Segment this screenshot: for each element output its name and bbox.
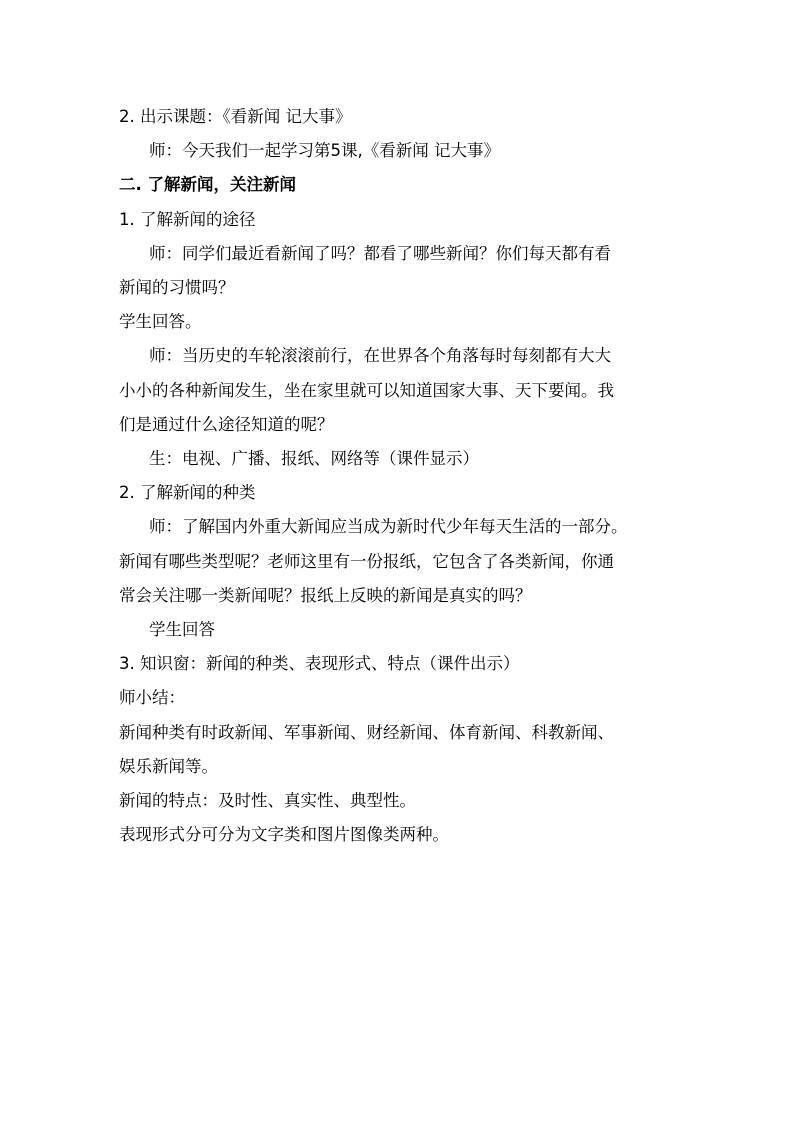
subsection-heading: 1. 了解新闻的途径 <box>119 209 256 229</box>
paragraph-line: 娱乐新闻等。 <box>119 756 218 776</box>
paragraph-line: 师：当历史的车轮滚滚前行，在世界各个角落每时每刻都有大大 <box>149 346 611 366</box>
subtitle-line: 2. 出示课题：《看新闻 记大事》 <box>119 107 352 126</box>
subsection-heading: 2. 了解新闻的种类 <box>119 483 256 503</box>
paragraph-line: 师小结： <box>119 688 185 708</box>
paragraph-line: 表现形式分可分为文字类和图片图像类两种。 <box>119 825 449 845</box>
paragraph-line: 常会关注哪一类新闻呢？报纸上反映的新闻是真实的吗？ <box>119 585 532 605</box>
teacher-line: 师：今天我们一起学习第5课,《看新闻 记大事》 <box>149 141 500 161</box>
subsection-heading: 3. 知识窗：新闻的种类、表现形式、特点（课件出示） <box>119 654 520 674</box>
document-body <box>119 100 679 852</box>
section-heading: 二. 了解新闻，关注新闻 <box>119 175 297 195</box>
paragraph-line: 新闻的习惯吗？ <box>119 278 235 298</box>
paragraph-line: 学生回答。 <box>119 312 202 332</box>
paragraph-line: 生：电视、广播、报纸、网络等（课件显示） <box>149 449 479 469</box>
paragraph-line: 们是通过什么途径知道的呢？ <box>119 414 334 434</box>
paragraph-line: 新闻有哪些类型呢？老师这里有一份报纸，它包含了各类新闻，你通 <box>119 551 614 571</box>
paragraph-line: 师：同学们最近看新闻了吗？都看了哪些新闻？你们每天都有看 <box>149 243 611 263</box>
paragraph-line: 新闻种类有时政新闻、军事新闻、财经新闻、体育新闻、科教新闻、 <box>119 722 614 742</box>
paragraph-line: 学生回答 <box>149 620 215 640</box>
paragraph-line: 小小的各种新闻发生，坐在家里就可以知道国家大事、天下要闻。我 <box>119 380 614 400</box>
paragraph-line: 师：了解国内外重大新闻应当成为新时代少年每天生活的一部分。 <box>149 517 628 537</box>
paragraph-line: 新闻的特点：及时性、真实性、典型性。 <box>119 791 416 811</box>
